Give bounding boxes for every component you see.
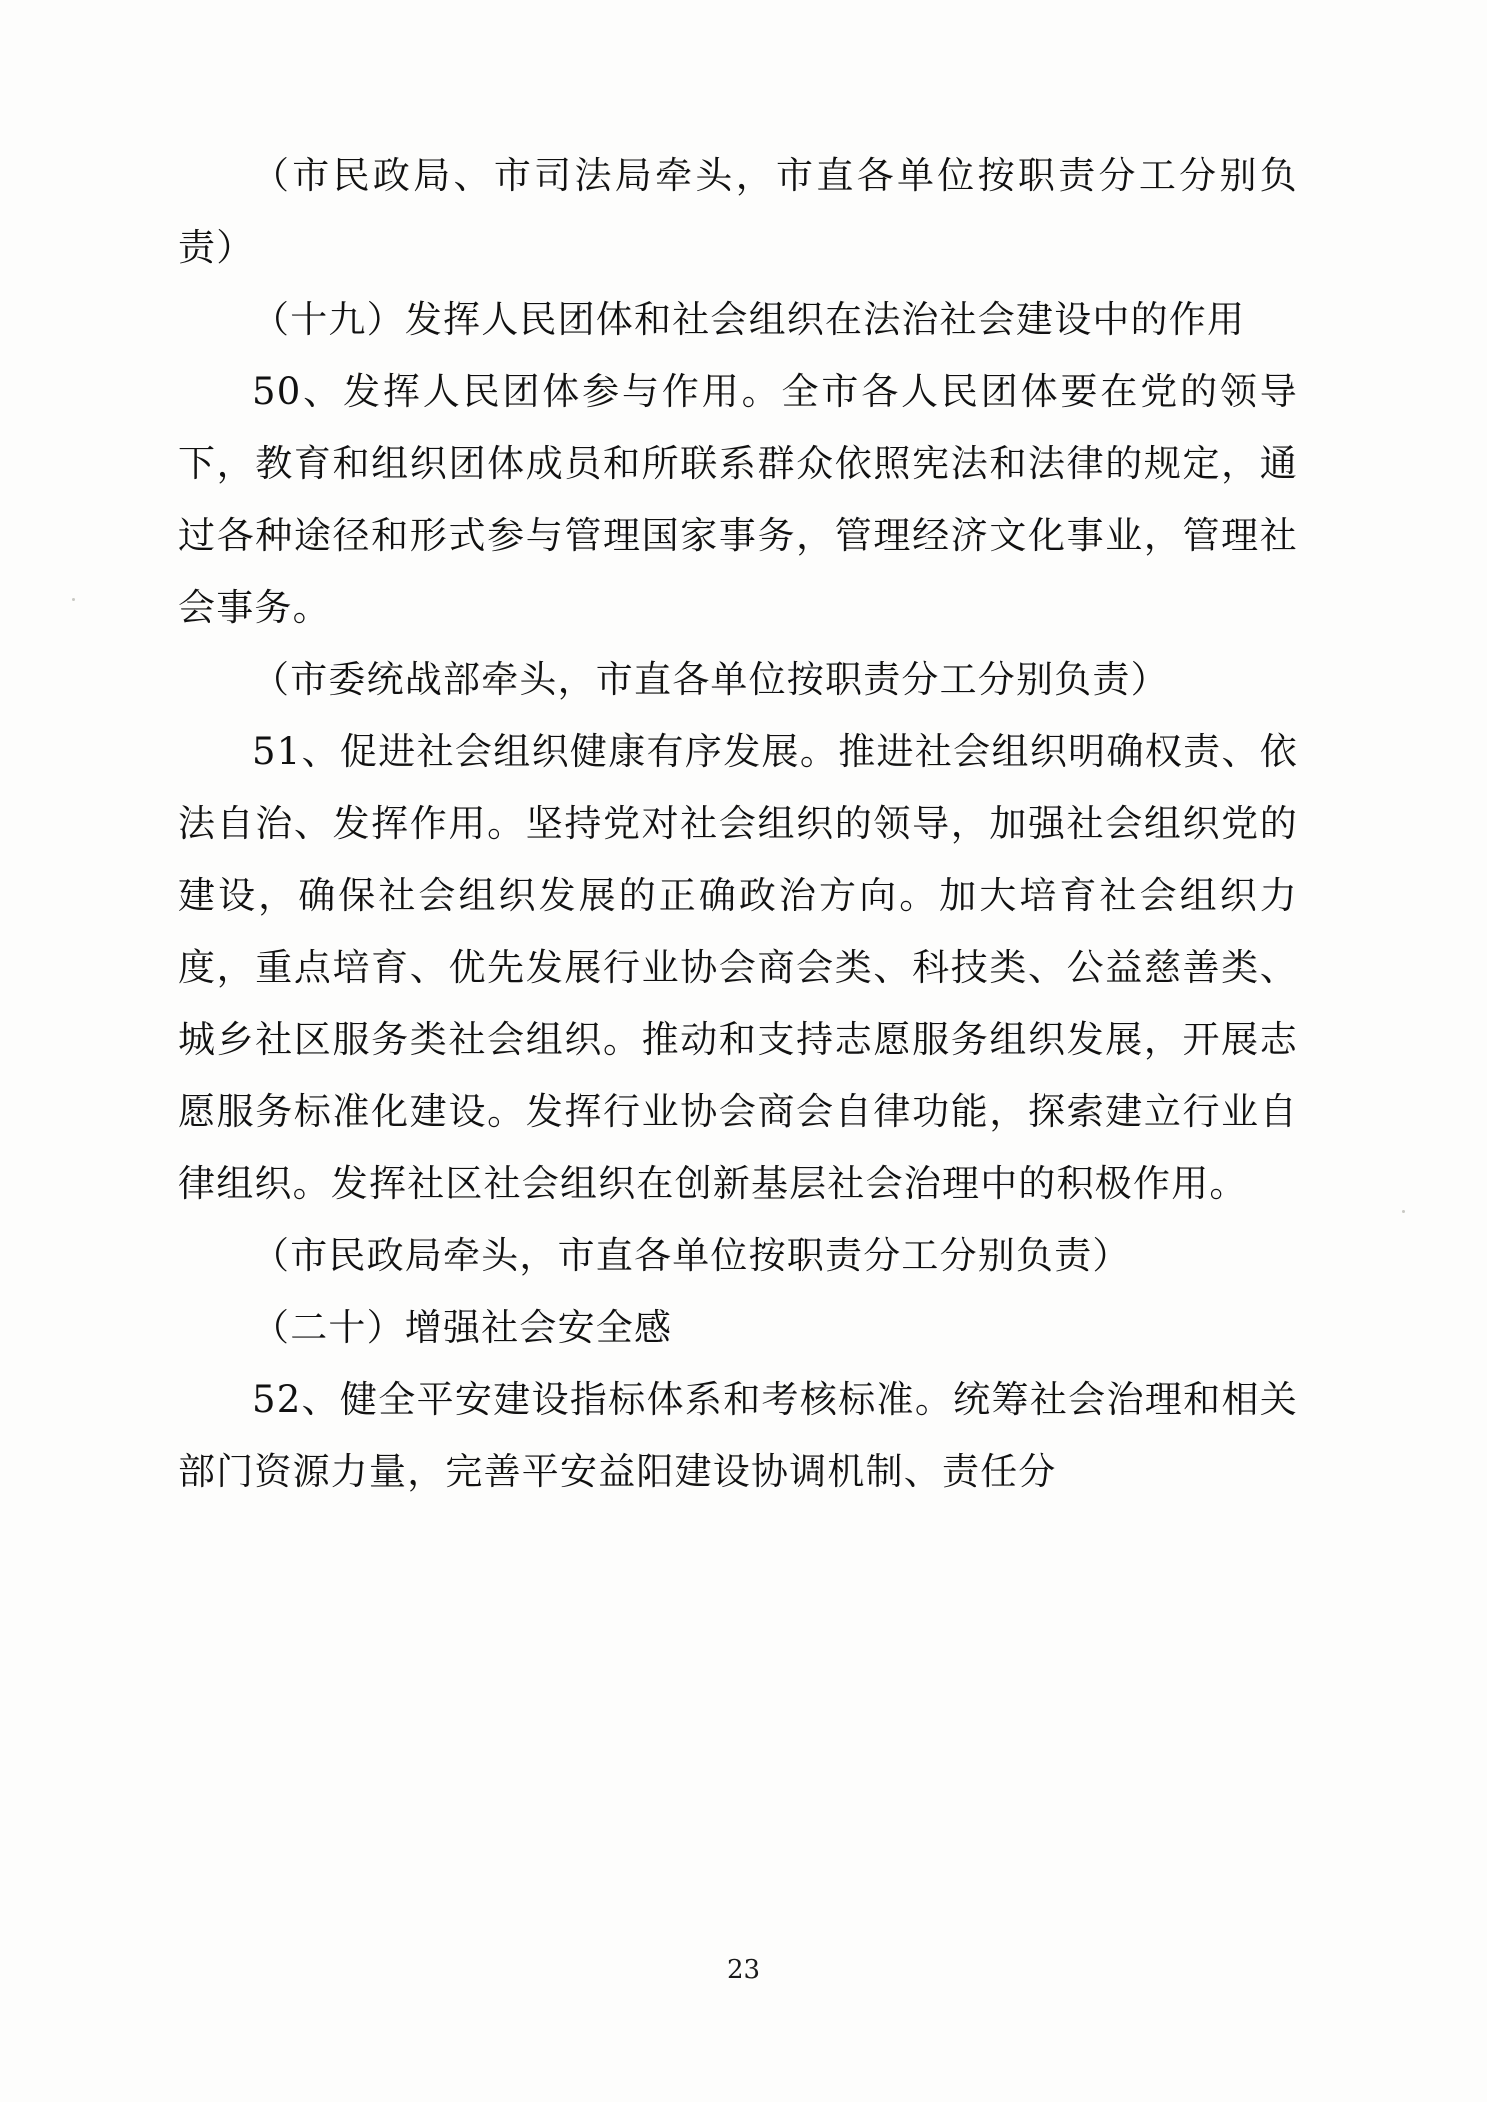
- paragraph-section-heading-19: （十九）发挥人民团体和社会组织在法治社会建设中的作用: [252, 298, 1246, 341]
- paragraph-item-52: 52、健全平安建设指标体系和考核标准。统筹社会治理和相关部门资源力量，完善平安益阳建设协调机制、责任分: [178, 1378, 1298, 1493]
- page-number: 23: [726, 1955, 761, 1985]
- paper-speck: [1402, 1210, 1405, 1213]
- paragraph-item-50: 50、发挥人民团体参与作用。全市各人民团体要在党的领导下，教育和组织团体成员和所联系群众依照宪法和法律的规定，通过各种途径和形式参与管理国家事务，管理经济文化事业，管理社会事务。: [178, 370, 1298, 629]
- paragraph-item-51: 51、促进社会组织健康有序发展。推进社会组织明确权责、依法自治、发挥作用。坚持党对社会组织的领导，加强社会组织党的建设，确保社会组织发展的正确政治方向。加大培育社会组织力度，重点培育、优先发展行业协会商会类、科技类、公益慈善类、城乡社区服务类社会组织。推动和支持志愿服务组织发展，开展志愿服务标准化建设。发挥行业协会商会自律功能，探索建立行业自律组织。发挥社区社会组织在创新基层社会治理中的积极作用。: [178, 730, 1298, 1205]
- paragraph-attribution-2: （市委统战部牵头，市直各单位按职责分工分别负责）: [252, 658, 1169, 701]
- paragraph-section-heading-20: （二十）增强社会安全感: [252, 1306, 673, 1349]
- document-body: [178, 140, 1298, 1508]
- paper-speck: [72, 598, 75, 601]
- paragraph-attribution-3: （市民政局牵头，市直各单位按职责分工分别负责）: [252, 1234, 1131, 1277]
- paragraph-attribution-1: （市民政局、市司法局牵头，市直各单位按职责分工分别负责）: [178, 154, 1298, 269]
